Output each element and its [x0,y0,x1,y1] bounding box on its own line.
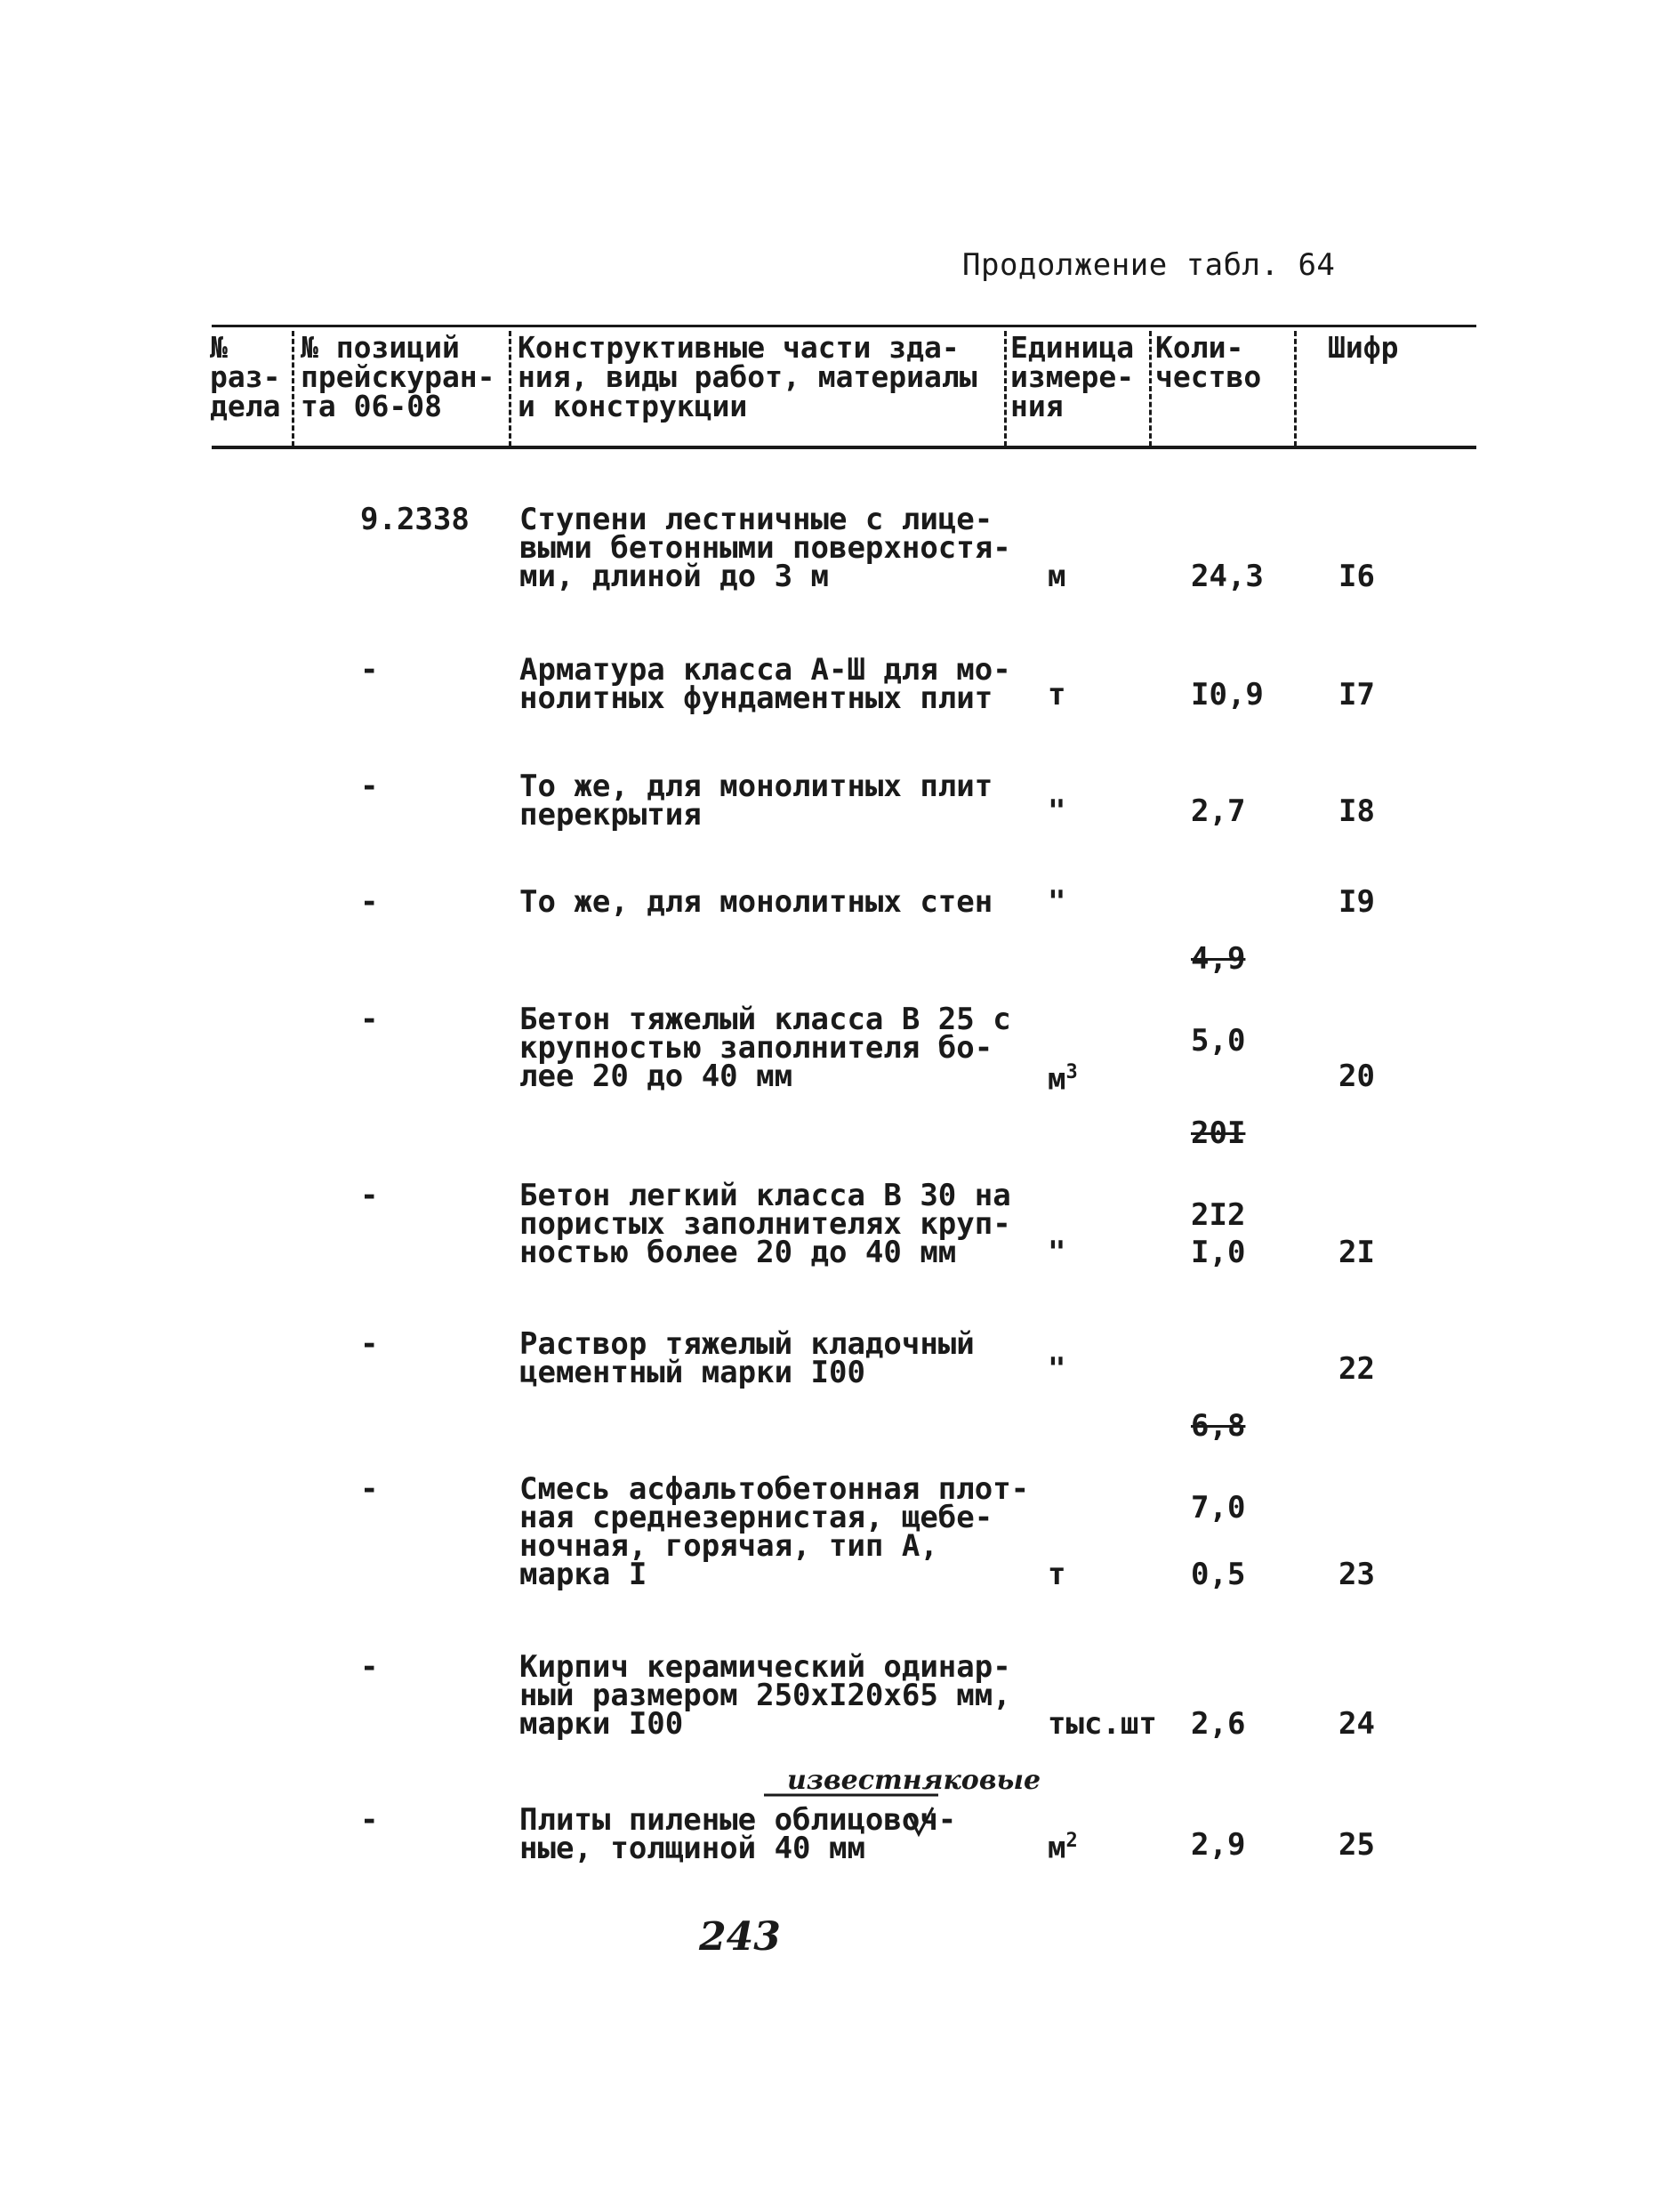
row-code: I8 [1338,793,1375,829]
row-unit: " [1048,1351,1066,1387]
row-unit: " [1048,793,1066,829]
row-code: 20 [1338,1059,1375,1094]
row-quantity [1191,1355,1264,1579]
row-position: 9.2338 [360,502,470,537]
row-code: 24 [1338,1706,1375,1742]
row-code: I6 [1338,559,1375,594]
row-quantity-corrected: 5,0 [1191,1023,1246,1059]
row-description: То же, для монолитных стен [519,884,993,920]
row-unit-base: м [1048,1061,1066,1098]
row-description: Кирпич керамический одинар- ный размером 250xI20x65 мм, марки I00 [519,1649,1011,1742]
row-quantity: 24,3 [1191,559,1264,594]
header-price-position: № позиций прейскуран- та 06-08 [301,330,495,423]
row-quantity-struck: 4,9 [1191,941,1246,977]
row-description: Плиты пиленые облицовоч- ные, толщиной 40 мм [519,1802,957,1866]
row-unit-base: м [1048,1830,1066,1866]
row-position: - [360,1178,379,1213]
row-code: 23 [1338,1557,1375,1592]
row-unit-exponent: 3 [1065,1061,1078,1083]
row-code: 22 [1338,1351,1375,1387]
row-unit-exponent: 2 [1065,1830,1078,1852]
column-divider [1004,331,1007,447]
header-code: Шифр [1328,330,1399,365]
row-position: - [360,1649,379,1685]
row-quantity-struck: 20I [1191,1115,1246,1151]
row-position: - [360,1326,379,1362]
row-quantity-corrected: 2I2 [1191,1197,1246,1233]
row-position: - [360,652,379,688]
row-code: I9 [1338,884,1375,920]
row-description: Раствор тяжелый кладочный цементный марки I00 [519,1326,975,1390]
column-divider [1149,331,1152,447]
row-code: I7 [1338,677,1375,713]
row-quantity: I,0 [1191,1235,1246,1270]
row-description: То же, для монолитных плит перекрытия [519,769,993,833]
row-position: - [360,1471,379,1507]
row-position: - [360,884,379,920]
row-quantity: 2,9 [1191,1827,1246,1863]
row-quantity: 2,6 [1191,1706,1246,1742]
header-unit: Единица измере- ния [1010,330,1135,423]
row-description: Бетон тяжелый класса В 25 с крупностью заполнителя бо- лее 20 до 40 мм [519,1002,1011,1094]
row-quantity-struck: 6,8 [1191,1408,1246,1444]
row-quantity: I0,9 [1191,677,1264,713]
row-position: - [360,769,379,804]
header-description: Конструктивные части зда- ния, виды работ, материалы и конструкции [518,330,977,423]
row-code: 2I [1338,1235,1375,1270]
table-top-rule [212,325,1476,327]
row-description: Бетон легкий класса В 30 на пористых заполнителях круп- ностью более 20 до 40 мм [519,1178,1011,1270]
row-unit: тыс.шт [1048,1706,1157,1742]
row-position: - [360,1002,379,1037]
header-quantity: Коли- чество [1155,330,1262,394]
row-unit: м [1048,559,1066,594]
row-unit: " [1048,1235,1066,1270]
row-unit: т [1048,1557,1066,1592]
row-code: 25 [1338,1827,1375,1863]
page-number: 243 [699,1914,781,1960]
column-divider [292,331,294,447]
row-quantity-corrected: 7,0 [1191,1490,1246,1526]
row-unit [1048,1059,1078,1098]
row-quantity: 0,5 [1191,1557,1246,1592]
header-section-number: № раз- дела [210,330,281,423]
row-unit: " [1048,884,1066,920]
table-caption: Продолжение табл. 64 [962,247,1336,283]
row-position: - [360,1802,379,1838]
handwritten-insertion: известняковые [787,1765,1041,1796]
column-divider [509,331,511,447]
row-unit: т [1048,677,1066,713]
row-description: Арматура класса А-Ш для мо- нолитных фундаментных плит [519,652,1011,716]
row-description: Ступени лестничные с лице- выми бетонными поверхностя- ми, длиной до 3 м [519,502,1011,594]
row-description: Смесь асфальтобетонная плот- ная среднезернистая, щебе- ночная, горячая, тип А, марка I [519,1471,1030,1592]
row-quantity: 2,7 [1191,793,1246,829]
column-divider [1294,331,1297,447]
row-unit [1048,1827,1078,1866]
table-header-rule [212,446,1476,449]
